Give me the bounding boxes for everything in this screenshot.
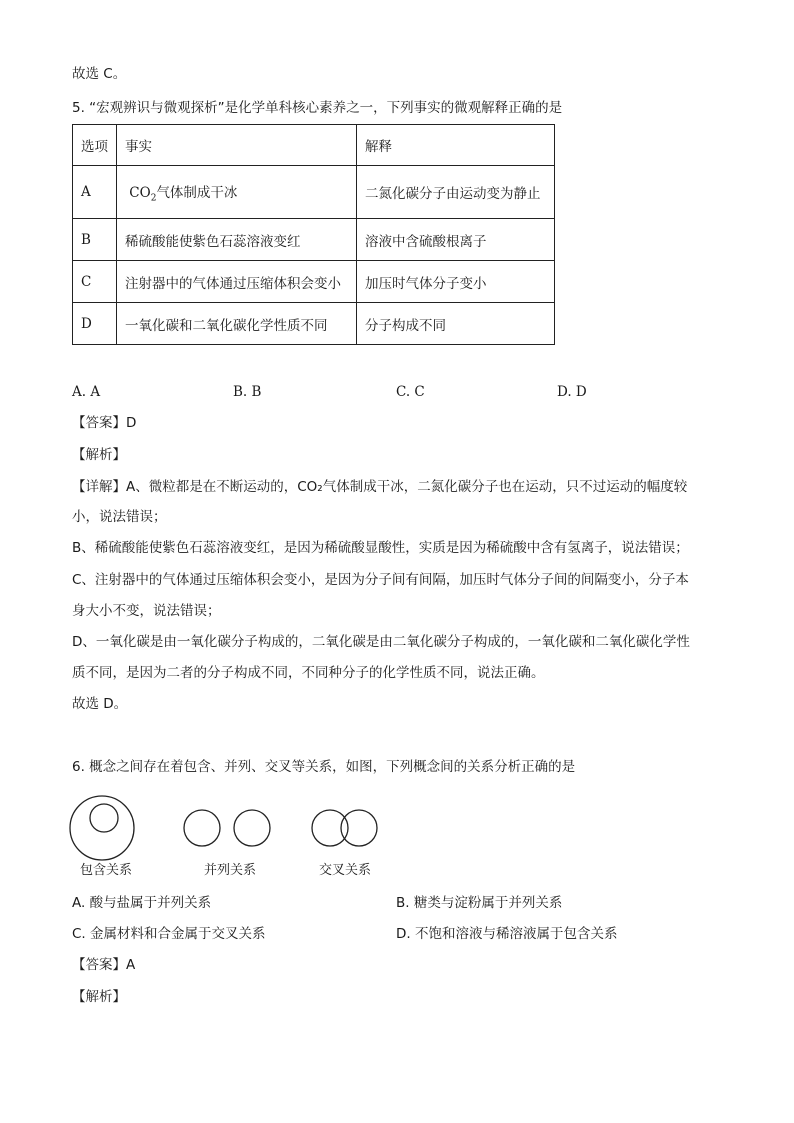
table-cell-explanation: 加压时气体分子变小 [357,261,555,303]
question-6-analysis-label: 【解析】 [72,989,126,1005]
detail-line: B、稀硫酸能使紫色石蕊溶液变红，是因为稀硫酸显酸性，实质是因为稀硫酸中含有氢离子，说法错误； [72,540,689,556]
option-d: D. D [557,384,587,400]
intersection-label: 交叉关系 [319,863,372,878]
table-cell-option: A [73,166,117,219]
parallel-diagram [184,810,270,846]
table-header-cell: 事实 [117,125,357,166]
right-circle [234,810,270,846]
question-6-stem: 6. 概念之间存在着包含、并列、交叉等关系，如图，下列概念间的关系分析正确的是 [72,759,576,775]
detail-line: 【详解】A、微粒都是在不断运动的，CO₂气体制成干冰，二氮化碳分子也在运动，只不过运动的幅度较 [72,479,688,495]
option-b: B. B [233,384,262,400]
table-cell-fact: 一氧化碳和二氧化碳化学性质不同 [117,303,357,345]
table-cell-option: D [73,303,117,345]
outer-circle [70,796,134,860]
detail-line: 质不同，是因为二者的分子构成不同，不同种分子的化学性质不同，说法正确。 [72,665,545,681]
option-a: A. 酸与盐属于并列关系 [72,895,212,911]
left-circle [184,810,220,846]
inclusion-label: 包含关系 [80,863,133,878]
option-b: B. 糖类与淀粉属于并列关系 [396,895,563,911]
relationship-diagram [60,790,400,865]
detail-line: C、注射器中的气体通过压缩体积会变小，是因为分子间有间隔，加压时气体分子间的间隔变小，分子本 [72,572,689,588]
option-c: C. C [396,384,425,400]
question-5-stem: 5. “宏观辨识与微观探析”是化学单科核心素养之一，下列事实的微观解释正确的是 [72,100,563,116]
fact-text: 气体制成干冰 [156,184,238,201]
previous-conclusion: 故选 C。 [72,66,127,82]
parallel-label: 并列关系 [204,863,257,878]
detail-line: 故选 D。 [72,696,128,712]
table-header-row [73,125,555,166]
inner-circle [90,804,118,832]
question-5-table [72,124,555,345]
table-cell-explanation: 分子构成不同 [357,303,555,345]
co2-formula: CO [129,184,151,201]
table-cell-fact: 注射器中的气体通过压缩体积会变小 [117,261,357,303]
detail-line: D、一氧化碳是由一氧化碳分子构成的，二氧化碳是由二氧化碳分子构成的，一氧化碳和二氧化碳化学性 [72,634,690,650]
table-row [73,166,555,219]
question-6-answer: 【答案】A [72,957,136,973]
table-cell-fact: 稀硫酸能使紫色石蕊溶液变红 [117,219,357,261]
right-circle [341,810,377,846]
table-cell-option: C [73,261,117,303]
table-cell-explanation: 二氮化碳分子由运动变为静止 [357,166,555,219]
left-circle [312,810,348,846]
table-cell-option: B [73,219,117,261]
table-row [73,261,555,303]
question-5-answer: 【答案】D [72,415,137,431]
question-5-analysis-label: 【解析】 [72,447,126,463]
detail-line: 身大小不变，说法错误； [72,603,221,619]
option-d: D. 不饱和溶液与稀溶液属于包含关系 [396,926,618,942]
option-c: C. 金属材料和合金属于交叉关系 [72,926,266,942]
inclusion-diagram [70,796,134,860]
table-header-cell: 选项 [73,125,117,166]
detail-line: 小，说法错误； [72,509,167,525]
table-cell-fact [117,166,357,219]
option-a: A. A [72,384,101,400]
intersection-diagram [312,810,377,846]
table-row [73,219,555,261]
table-cell-explanation: 溶液中含硫酸根离子 [357,219,555,261]
table-header-cell: 解释 [357,125,555,166]
table-row [73,303,555,345]
co2-subscript: 2 [150,193,157,204]
